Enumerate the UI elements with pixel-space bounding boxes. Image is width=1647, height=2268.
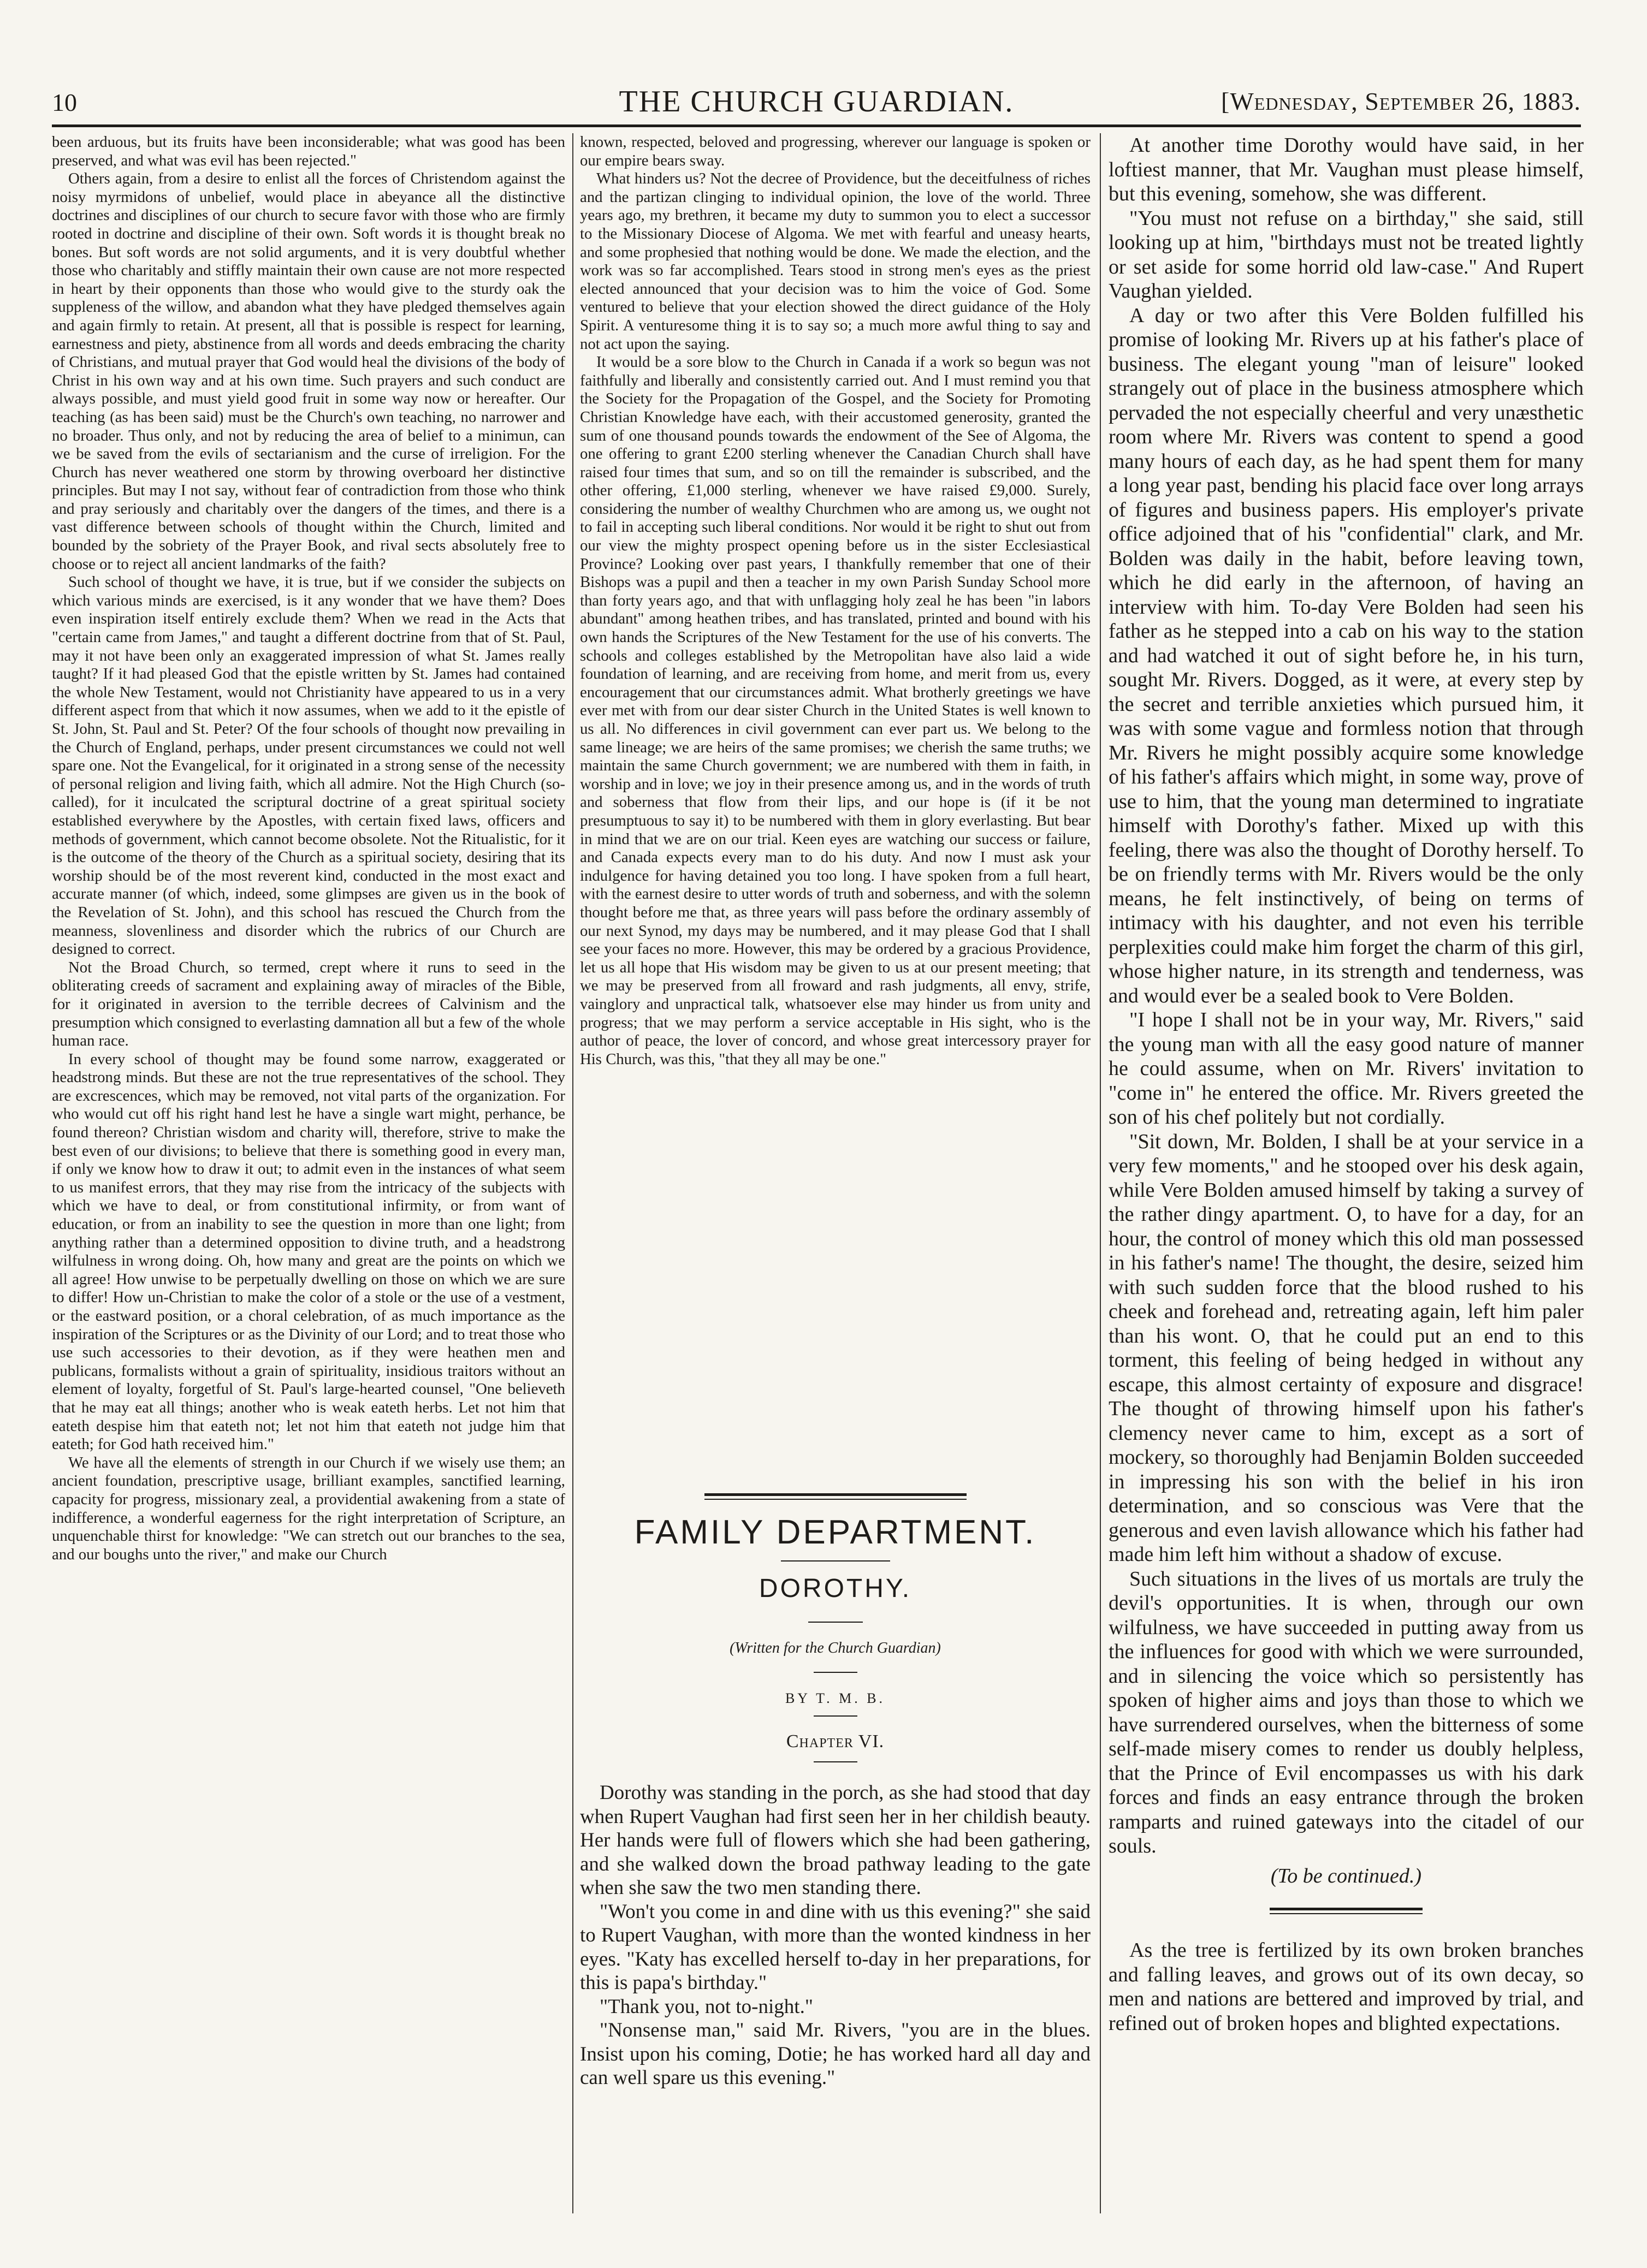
story-end-rule	[1270, 1908, 1423, 1914]
page-number: 10	[52, 88, 77, 116]
story-title: DOROTHY.	[759, 1574, 912, 1603]
paragraph: A day or two after this Vere Bolden fulfilled his promise of looking Mr. Rivers up at his father's place of business. The elegant young "man of leisure" looked strangely out of place in the business atmosphere which pervaded the not especially cheerful and very unæsthetic room where Mr. Rivers was content to spend a good many hours of each day, as he had spent them for many a long year past, bending his placid face over long arrays of figures and business papers. His employer's private office adjoined that of his "confidential" clark, and Mr. Bolden was daily in the habit, before leaving town, which he did early in the afternoon, of having an interview with him. To-day Vere Bolden had seen his father as he stepped into a cab on his way to the station and had watched it out of sight before he, in his turn, sought Mr. Rivers. Dogged, as it were, at every step by the secret and terrible anxieties which pursued him, it was with some vague and formless notion that through Mr. Rivers he might possibly acquire some knowledge of his father's affairs which might, in some way, prove of use to him, that the young man determined to ingratiate himself with Dorothy's father. Mixed up with this feeling, there was also the thought of Dorothy herself. To be on friendly terms with Mr. Rivers would be the only means, he felt instinctively, of being on terms of intimacy with his daughter, and not even his terrible perplexities could make him forget the charm of this girl, whose higher nature, in its strength and tenderness, was and would ever be a sealed book to Vere Bolden.	[1109, 304, 1584, 1007]
paragraph: "You must not refuse on a birthday," she said, still looking up at him, "birthdays must not be treated lightly or set aside for some horrid old law-case." And Rupert Vaughan yielded.	[1109, 206, 1584, 302]
paragraph: "Sit down, Mr. Bolden, I shall be at your service in a very few moments," and he stooped over his desk again, while Vere Bolden amused himself by taking a survey of the rather dingy apartment. O, to have for a day, for an hour, the control of money which this old man possessed in his father's name! The thought, the desire, seized him with such sudden force that the blood rushed to his cheek and forehead and, retreating again, left him paler than his wont. O, that he could put an end to this torment, this feeling of being hedged in without any escape, this almost certainty of exposure and disgrace! The thought of throwing himself upon his father's clemency never came to him, except as a sort of mockery, so thoroughly had Benjamin Bolden succeeded in impressing his son with the belief in his iron determination, and so conscious was Vere that the generous and even lavish allowance which his father had made him left him without a shadow of excuse.	[1109, 1130, 1584, 1566]
chapter-heading: Chapter VI.	[786, 1731, 885, 1752]
masthead-rule	[52, 124, 1581, 127]
paragraph: We have all the elements of strength in our Church if we wisely use them; an ancient foundation, prescriptive usage, brilliant examples, sanctified learning, capacity for progress, missionary zeal, a providential awakening from a state of indifference, a wonderful eagerness for the right interpretation of Scripture, an unquenchable thirst for knowledge: "We can stretch out our branches to the sea, and our boughs unto the river," and make our Church	[52, 1453, 565, 1563]
story-paragraph: "Nonsense man," said Mr. Rivers, "you are in the blues. Insist upon his coming, Dotie; he has worked hard all day and can well spare us this evening."	[580, 2019, 1091, 2089]
byline-rule-top	[814, 1672, 857, 1673]
paragraph: Such school of thought we have, it is true, but if we consider the subjects on which various minds are exercised, is it any wonder that we have them? Does even inspiration itself entirely exclude them? When we read in the Acts that "certain came from James," and taught a different doctrine from that of St. Paul, may it not have been only an exaggerated impression of what St. James really taught? If it had pleased God that the epistle written by St. James had contained the whole New Testament, would not Christianity have appeared to us in a very different aspect from that which it now assumes, when we add to it the epistle of St. John, St. Paul and St. Peter? Of the four schools of thought now prevailing in the Church of England, perhaps, under present circumstances we could not well spare one. Not the Evangelical, for it originated in a strong sense of the necessity of personal religion and living faith, which all admire. Not the High Church (so-called), for it inculcated the scriptural doctrine of a great spiritual society established everywhere by the Apostles, with certain fixed laws, officers and methods of government, which cannot become obsolete. Not the Ritualistic, for it is the outcome of the theory of the Church as a spiritual society, desiring that its worship should be of the most reverent kind, conducted in the most exact and accurate manner (of which, indeed, some glimpses are given us in the book of the Revelation of St. John), and this school has rescued the Church from the meanness, slovenliness and disorder which the rubrics of our Church are designed to correct.	[52, 573, 565, 958]
article-column-left	[52, 133, 565, 2219]
paragraph: Others again, from a desire to enlist all the forces of Christendom against the noisy myrmidons of unbelief, would place in abeyance all the distinctive doctrines and disciplines of our church to secure favor with those who are firmly rooted in doctrine and discipline of their own. Soft words it is thought break no bones. But soft words are not solid arguments, and it is very doubtful whether those who charitably and stiffly maintain their own cause are not more respected in heart by their opponents than those who would give to the sturdy oak the suppleness of the willow, and abandon what they have pledged themselves again and again firmly to retain. At present, all that is possible is respect for learning, earnestness and piety, abstinence from all words and deeds embracing the charity of Christians, and mutual prayer that God would heal the divisions of the body of Christ in his own way and at his own time. Such prayers and such conduct are always possible, and must yield good fruit in some way now or hereafter. Our teaching (as has been said) must be the Church's own teaching, no narrower and no broader. Thus only, and not by reducing the area of belief to a minimun, can we be saved from the evils of sectarianism and the curse of irreligion. For the Church has never weathered one storm by throwing overboard her distinctive principles. But may I not say, without fear of contradiction from those who think and pray seriously and charitably over the dangers of the times, and there is a vast difference between schools of thought within the Church, limited and bounded by the sobriety of the Prayer Book, and rival sects absolutely free to choose or to reject all ancient landmarks of the faith?	[52, 170, 565, 573]
column-divider-left	[572, 133, 573, 2213]
paragraph: "I hope I shall not be in your way, Mr. Rivers," said the young man with all the easy good nature of manner he could assume, when on Mr. Rivers' invitation to "come in" he entered the office. Mr. Rivers greeted the son of his chef politely but not cordially.	[1109, 1008, 1584, 1129]
story-paragraph: Dorothy was standing in the porch, as she had stood that day when Rupert Vaughan had first seen her in her childish beauty. Her hands were full of flowers which she had been gathering, and she walked down the broad pathway leading to the gate when she saw the two men standing there.	[580, 1782, 1091, 1899]
paragraph: What hinders us? Not the decree of Providence, but the deceitfulness of riches and the partizan clinging to individual opinion, the love of the world. Three years ago, my brethren, it became my duty to summon you to elect a successor to the Missionary Diocese of Algoma. We met with fearful and uneasy hearts, and some prophesied that nothing would be done. We made the election, and the work was so far accomplished. Tears stood in strong men's eyes as the priest elected announced that your decision was to him the voice of God. Some ventured to believe that your election showed the direct guidance of the Holy Spirit. A venturesome thing it is to say so; a much more awful thing to say and not act upon the saying.	[580, 170, 1091, 353]
story-continuation-column	[1109, 133, 1584, 2219]
story-body	[580, 1781, 1091, 2218]
section-separator-rule	[704, 1493, 967, 1500]
story-paragraph: "Thank you, not to-night."	[600, 1995, 813, 2018]
masthead	[52, 82, 1581, 123]
issue-date: [Wednesday, September 26, 1883.	[1221, 87, 1581, 115]
paragraph: It would be a sore blow to the Church in Canada if a work so begun was not faithfully and liberally and consistently carried out. And I must remind you that the Society for the Propagation of the Gospel, and the Society for Promoting Christian Knowledge have each, with their accustomed generosity, granted the sum of one thousand pounds towards the endowment of the See of Algoma, the one offering to grant £200 sterling whenever the Canadian Church shall have raised four times that sum, and so on till the remainder is subscribed, and the other offering, £1,000 sterling, whenever we have raised £9,000. Surely, considering the number of wealthy Churchmen who are among us, we ought not to fail in accepting such liberal conditions. Nor would it be right to shut out from our view the mighty prospect opening before us in the sister Ecclesiastical Province? Looking over past years, I thankfully remember that one of their Bishops was a pupil and then a teacher in my own Parish Sunday School more than forty years ago, and that with unflagging holy zeal he has been "in labors abundant" among heathen tribes, and has translated, printed and bound with his own hands the Scriptures of the New Testament for the use of his converts. The schools and colleges established by the Metropolitan have also laid a wide foundation of learning, and are receiving from home, and merit from us, every encouragement that our circumstances admit. What brotherly greetings we have ever met with from our dear sister Church in the United States is well known to us all. No differences in civil government can ever part us. We belong to the same lineage; we are heirs of the same promises; we cherish the same truths; we maintain the same Church government; we are numbered with them in faith, in worship and in love; we joy in their presence among us, and in the words of truth and soberness that flow from their lips, and our hope is (if it be not presumptuous to say it) to be numbered with them in glory everlasting. But bear in mind that we are on our trial. Keen eyes are watching our success or failure, and Canada expects every man to do his duty. And now I must ask your indulgence for having detained you too long. I have spoken from a full heart, with the earnest desire to utter words of truth and soberness, and with the solemn thought before me that, as three years will pass before the ordinary assembly of our next Synod, my days may be numbered, and it may please God that I shall see your faces no more. However, this may be ordered by a gracious Providence, let us all hope that His wisdom may be given to us at our present meeting; that we may be preserved from all froward and rash judgments, all envy, strife, vainglory and unpractical talk, whatsoever else may hinder us from unity and progress; that we may perform a service acceptable in His sight, who is the author of peace, the lover of concord, and whose great intercessory prayer for His Church, was this, "that they all may be one."	[580, 353, 1091, 1068]
article-column-middle	[580, 133, 1091, 1490]
paragraph: Not the Broad Church, so termed, crept where it runs to seed in the obliterating creeds of sacrament and explaining away of miracles of the Bible, for it originated in aversion to the terrible decrees of Calvinism and the presumption which consigned to everlasting damnation all but a few of the whole human race.	[52, 958, 565, 1050]
heading-rule	[781, 1560, 890, 1562]
column-divider-right	[1100, 133, 1101, 2213]
paragraph: Such situations in the lives of us mortals are truly the devil's opportunities. It is when, through our own wilfulness, we have succeeded in putting away from us the influences for good with which we were surrounded, and in silencing the voice which so persistently has spoken of higher aims and joys than those to which we have surrendered ourselves, when the bitterness of some self-made misery comes to render us doubly helpless, that the Prince of Evil encompasses us with his dark forces and finds an easy entrance through the broken ramparts and ruined gateways into the citadel of our souls.	[1109, 1567, 1584, 1857]
closing-paragraph: As the tree is fertilized by its own broken branches and falling leaves, and grows out of its own decay, so men and nations are bettered and improved by trial, and refined out of broken hopes and blighted expectations.	[1109, 1939, 1584, 2035]
paragraph: In every school of thought may be found some narrow, exaggerated or headstrong minds. But these are not the true representatives of the school. They are excrescences, which may be removed, not vital parts of the organization. For who would cut off his right hand lest he have a single wart might, perhance, be found thereon? Christian wisdom and charity will, therefore, strive to make the best even of our divisions; to believe that there is something good in every man, if only we know how to draw it out; to admit even in the instances of what seem to us manifest errors, that they may rise from the intricacy of the subjects with which we have to deal, or from constitutional infirmity, or from want of education, or from an inability to see the question in more than one light; from anything rather than a determined opposition to divine truth, and a headstrong wilfulness in wrong doing. Oh, how many and great are the points on which we all agree! How unwise to be perpetually dwelling on those on which we are sure to differ! How un-Christian to make the color of a stole or the use of a vestment, or the eastward position, or a choral celebration, of as much importance as the inspiration of the Scriptures or as the Divinity of our Lord; and to treat those who use such accessories to their devotion, as if they were heathen men and publicans, formalists without a grain of spirituality, insidious traitors without an element of loyalty, forgetful of St. Paul's large-hearted counsel, "One believeth that he may eat all things; another who is weak eateth herbs. Let not him that eateth despise him that eateth not; let not him that eateth not judge him that eateth; for God hath received him."	[52, 1050, 565, 1453]
paragraph: At another time Dorothy would have said, in her loftiest manner, that Mr. Vaughan must please himself, but this evening, somehow, she was different.	[1109, 134, 1584, 205]
story-paragraph: "Won't you come in and dine with us this evening?" she said to Rupert Vaughan, with more than the wonted kindness in her eyes. "Katy has excelled herself to-day in her preparations, for this is papa's birthday."	[580, 1900, 1091, 1994]
paragraph: been arduous, but its fruits have been inconsiderable; what was good has been preserved, and what was evil has been rejected."	[52, 133, 565, 169]
story-byline: BY T. M. B.	[785, 1690, 886, 1706]
newspaper-title: THE CHURCH GUARDIAN.	[619, 85, 1014, 118]
written-for-note: (Written for the Church Guardian)	[730, 1640, 941, 1657]
byline-rule-bottom	[814, 1715, 857, 1717]
chapter-rule	[814, 1761, 857, 1762]
paragraph: known, respected, beloved and progressing, wherever our language is spoken or our empire bears sway.	[580, 133, 1091, 169]
to-be-continued: (To be continued.)	[1270, 1864, 1422, 1887]
family-department-heading: FAMILY DEPARTMENT.	[634, 1513, 1036, 1551]
title-rule	[808, 1622, 863, 1623]
